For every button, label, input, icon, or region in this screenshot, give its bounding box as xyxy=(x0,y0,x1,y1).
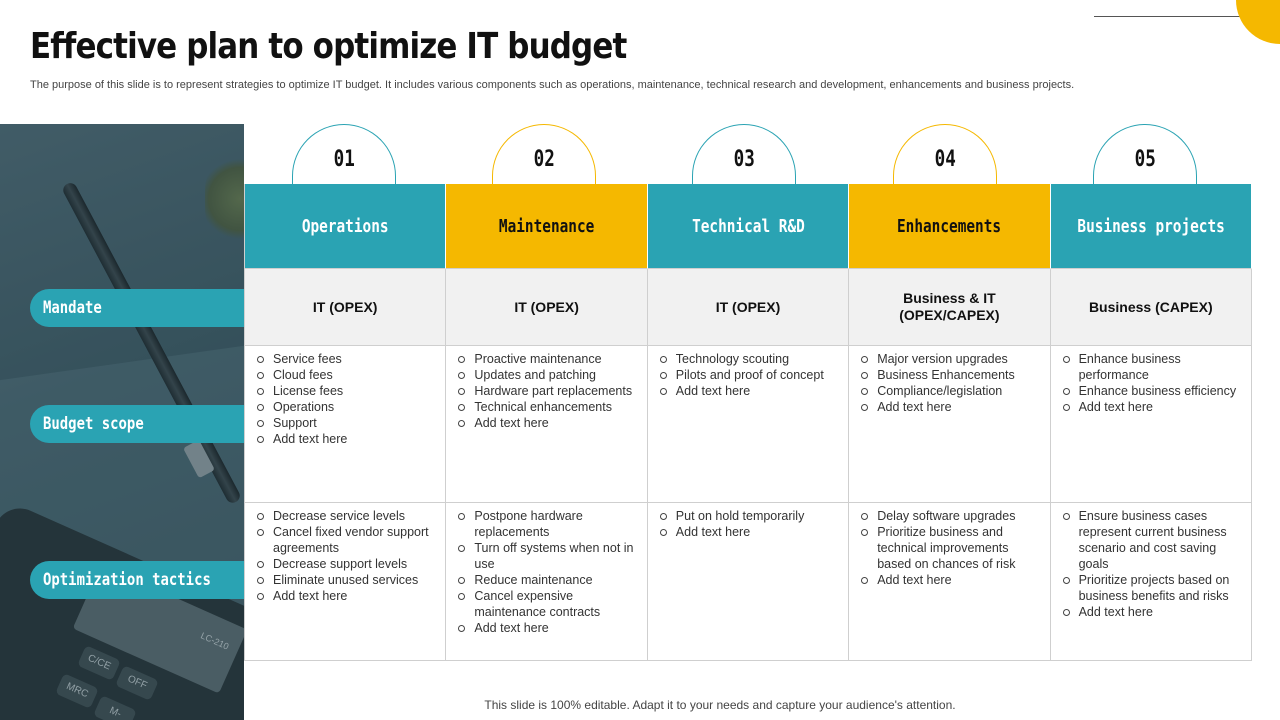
step-number-04: 04 xyxy=(893,124,997,184)
list-item: Technical enhancements xyxy=(456,399,638,415)
mandate-cell: IT (OPEX) xyxy=(648,269,849,346)
list-item: Decrease service levels xyxy=(255,508,437,524)
mandate-cell: IT (OPEX) xyxy=(446,269,647,346)
list-item: Prioritize projects based on business benefits and risks xyxy=(1061,572,1243,604)
list-item: Add text here xyxy=(658,524,840,540)
list-item: Eliminate unused services xyxy=(255,572,437,588)
list-item: Enhance business performance xyxy=(1061,351,1243,383)
list-item: Hardware part replacements xyxy=(456,383,638,399)
list-item: Decrease support levels xyxy=(255,556,437,572)
list-item: Compliance/legislation xyxy=(859,383,1041,399)
list-item: Prioritize business and technical improvements based on chances of risk xyxy=(859,524,1041,572)
list-item: Cloud fees xyxy=(255,367,437,383)
list-item: Add text here xyxy=(859,572,1041,588)
column-header-business-projects: Business projects xyxy=(1051,184,1252,269)
step-number-02: 02 xyxy=(492,124,596,184)
list-item: License fees xyxy=(255,383,437,399)
step-number-05: 05 xyxy=(1093,124,1197,184)
list-item: Business Enhancements xyxy=(859,367,1041,383)
mandate-cell: Business (CAPEX) xyxy=(1051,269,1252,346)
calc-key: MRC xyxy=(55,673,99,709)
list-item: Add text here xyxy=(658,383,840,399)
optimization-tactics-cell xyxy=(849,503,1050,661)
decor-line xyxy=(1094,16,1244,17)
list-item: Enhance business efficiency xyxy=(1061,383,1243,399)
list-item: Add text here xyxy=(859,399,1041,415)
list-item: Add text here xyxy=(255,588,437,604)
row-label-budget-scope: Budget scope xyxy=(30,405,244,443)
column-header-maintenance: Maintenance xyxy=(446,184,647,269)
list-item: Add text here xyxy=(1061,604,1243,620)
slide-title: Effective plan to optimize IT budget xyxy=(30,26,627,67)
optimization-tactics-cell xyxy=(648,503,849,661)
budget-scope-cell xyxy=(849,346,1050,503)
slide-subtitle: The purpose of this slide is to represent strategies to optimize IT budget. It includes various components such as operations, maintenance, technical research and development, enhancements and business projects. xyxy=(30,79,1075,91)
step-number-01: 01 xyxy=(292,124,396,184)
list-item: Technology scouting xyxy=(658,351,840,367)
list-item: Major version upgrades xyxy=(859,351,1041,367)
list-item: Add text here xyxy=(456,620,638,636)
slide-footer-note: This slide is 100% editable. Adapt it to your needs and capture your audience's attention. xyxy=(484,698,956,712)
list-item: Updates and patching xyxy=(456,367,638,383)
budget-scope-cell xyxy=(1051,346,1252,503)
step-number-03: 03 xyxy=(692,124,796,184)
mandate-cell: Business & IT (OPEX/CAPEX) xyxy=(849,269,1050,346)
calc-key: C/CE xyxy=(77,645,121,681)
calc-key: OFF xyxy=(115,665,159,701)
column-header-enhancements: Enhancements xyxy=(849,184,1050,269)
column-header-technical-rd: Technical R&D xyxy=(648,184,849,269)
mandate-cell: IT (OPEX) xyxy=(245,269,446,346)
list-item: Operations xyxy=(255,399,437,415)
list-item: Cancel expensive maintenance contracts xyxy=(456,588,638,620)
list-item: Turn off systems when not in use xyxy=(456,540,638,572)
budget-scope-cell xyxy=(446,346,647,503)
optimization-tactics-cell xyxy=(245,503,446,661)
list-item: Support xyxy=(255,415,437,431)
list-item: Service fees xyxy=(255,351,437,367)
decor-circle xyxy=(1236,0,1280,44)
list-item: Add text here xyxy=(1061,399,1243,415)
calc-key: M- xyxy=(93,695,137,720)
budget-plan-table xyxy=(244,184,1252,661)
list-item: Add text here xyxy=(456,415,638,431)
list-item: Ensure business cases represent current business scenario and cost saving goals xyxy=(1061,508,1243,572)
list-item: Reduce maintenance xyxy=(456,572,638,588)
budget-scope-cell xyxy=(245,346,446,503)
row-label-optimization-tactics: Optimization tactics xyxy=(30,561,244,599)
optimization-tactics-cell xyxy=(446,503,647,661)
list-item: Postpone hardware replacements xyxy=(456,508,638,540)
budget-scope-cell xyxy=(648,346,849,503)
optimization-tactics-cell xyxy=(1051,503,1252,661)
list-item: Add text here xyxy=(255,431,437,447)
list-item: Cancel fixed vendor support agreements xyxy=(255,524,437,556)
calc-model-label: LC-210 xyxy=(199,630,231,652)
row-label-mandate: Mandate xyxy=(30,289,244,327)
list-item: Pilots and proof of concept xyxy=(658,367,840,383)
column-header-operations: Operations xyxy=(245,184,446,269)
list-item: Put on hold temporarily xyxy=(658,508,840,524)
list-item: Delay software upgrades xyxy=(859,508,1041,524)
list-item: Proactive maintenance xyxy=(456,351,638,367)
